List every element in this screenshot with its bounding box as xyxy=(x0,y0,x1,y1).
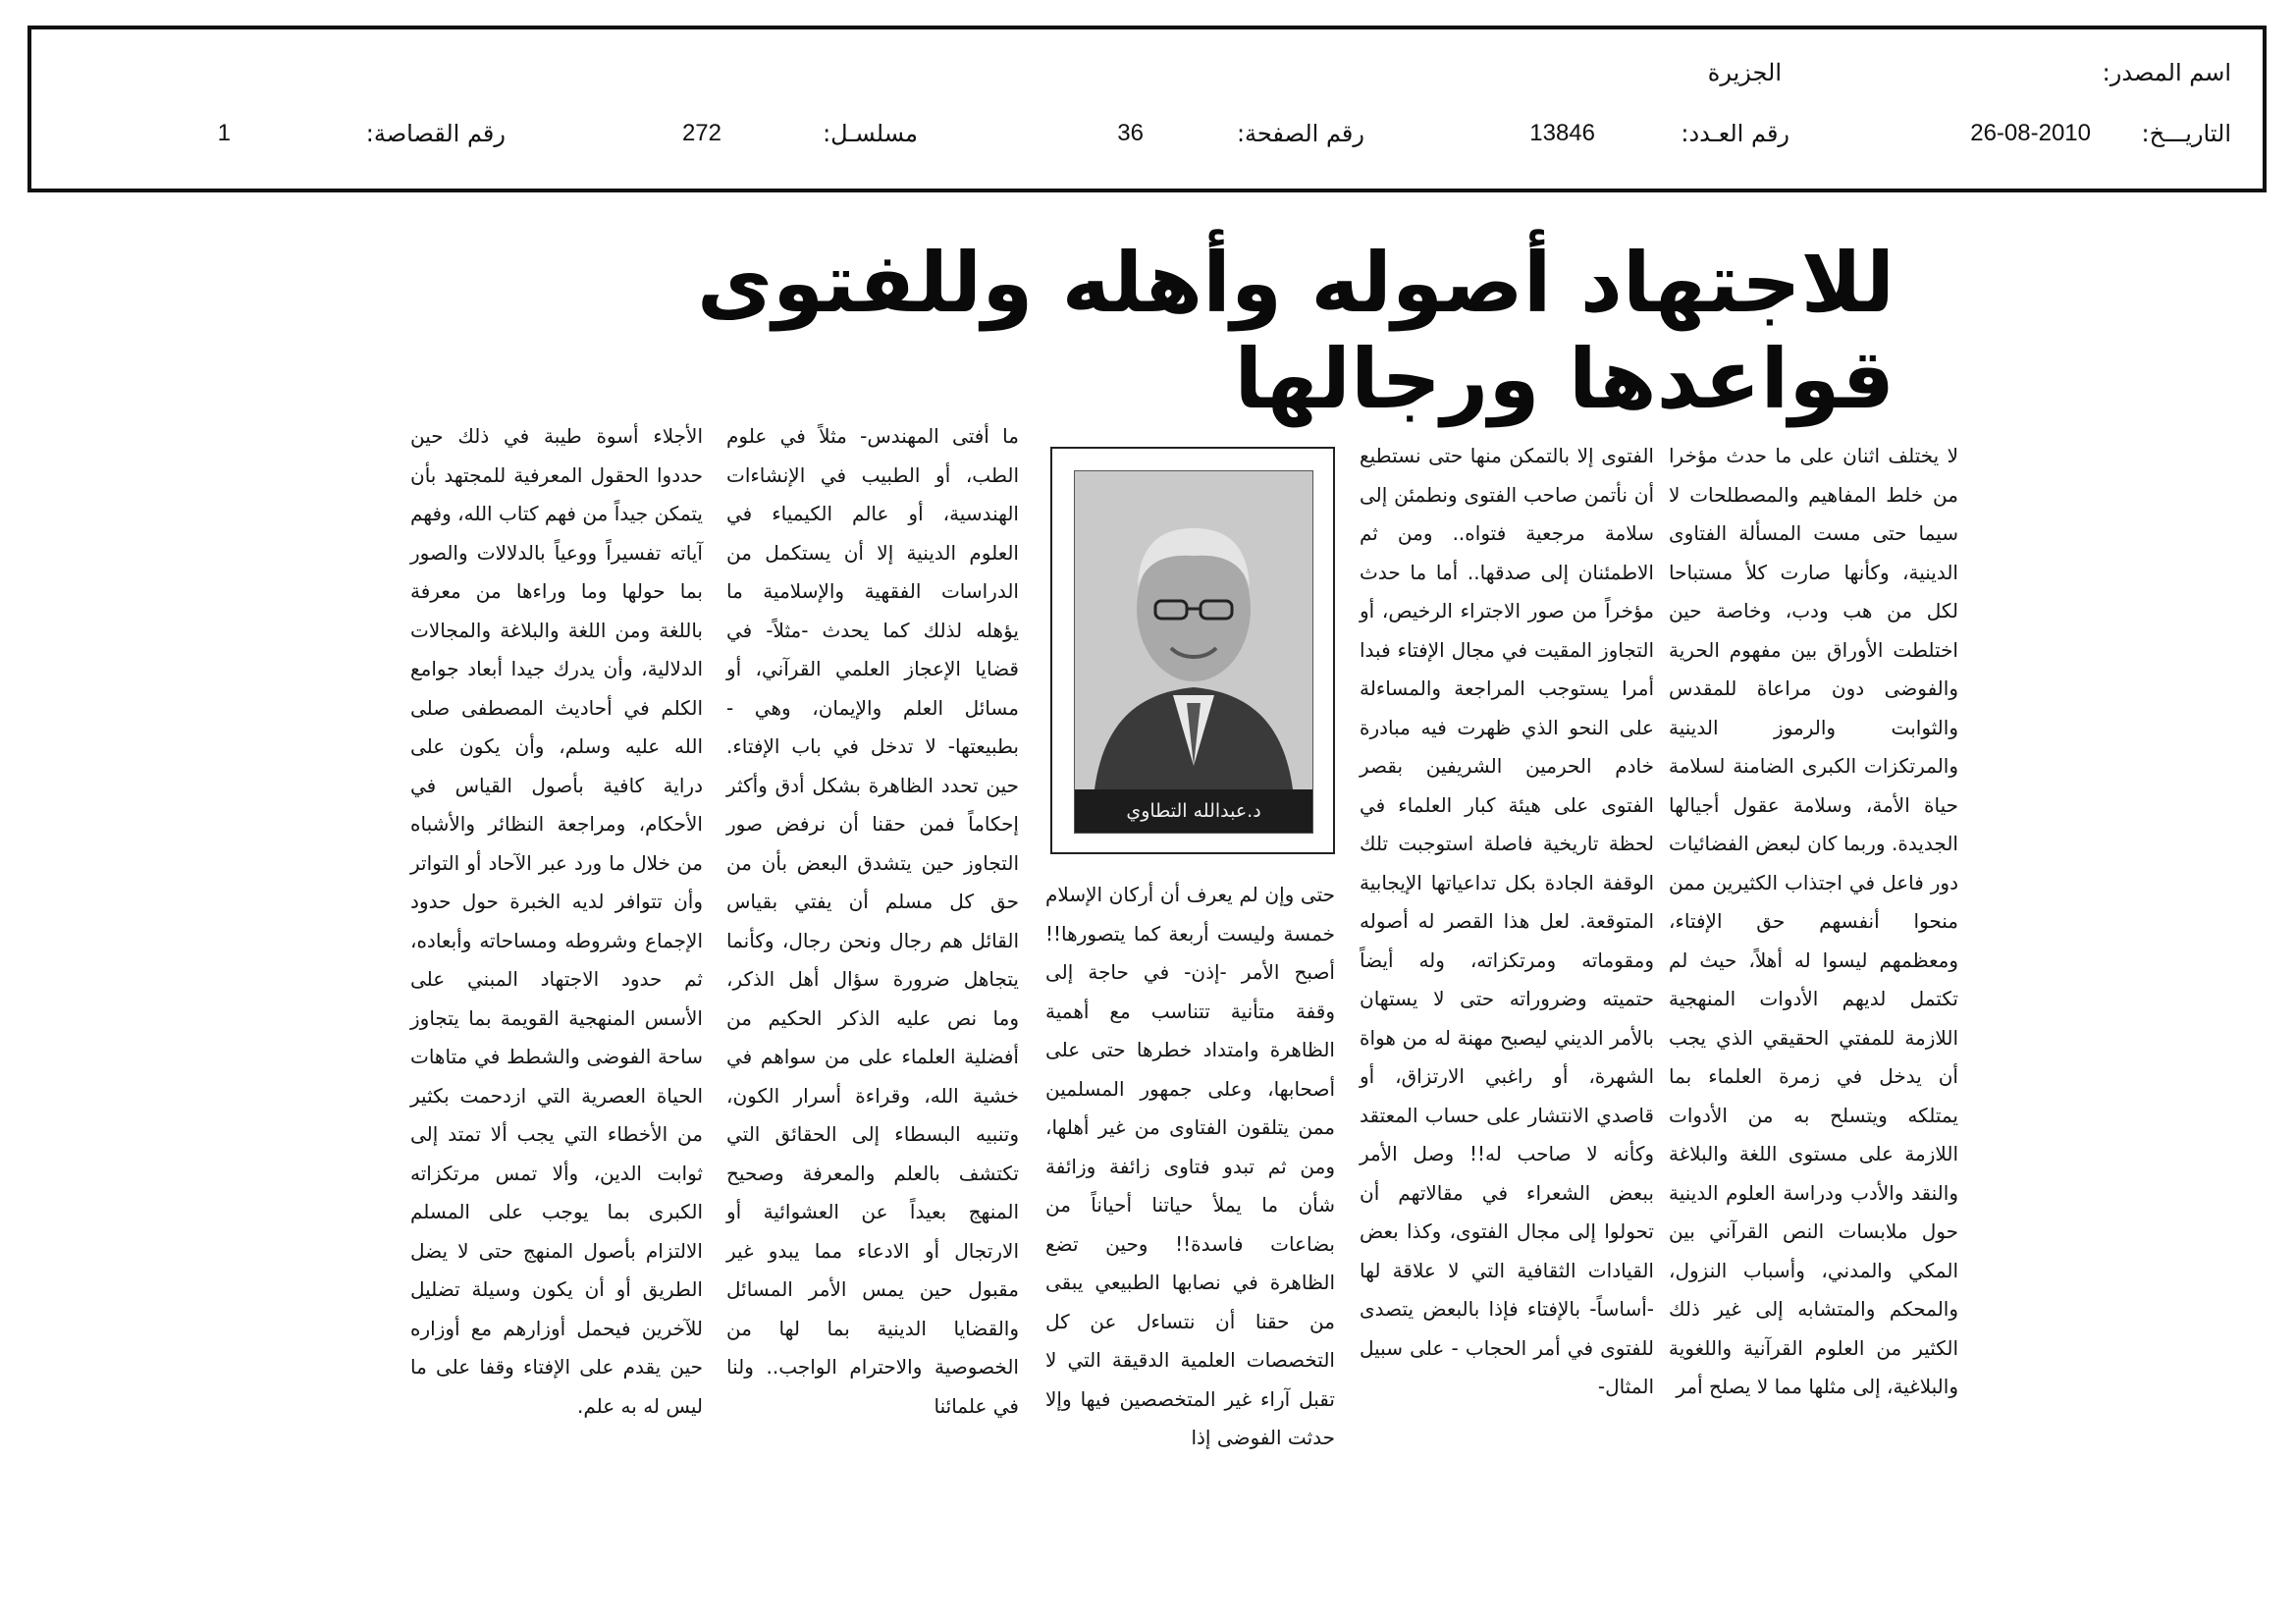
issue-value: 13846 xyxy=(1529,120,1595,146)
source-label: اسم المصدر: xyxy=(2102,59,2231,86)
author-caption: د.عبدالله التطاوي xyxy=(1075,789,1312,833)
column-3-text: حتى وإن لم يعرف أن أركان الإسلام خمسة وليست أربعة كما يتصورها!! أصبح الأمر -إذن- في حاجة إلى وقفة متأنية تتناسب مع أهمية الظاهرة وامتداد خطرها حتى على أصحابها، وعلى جمهور المسلمين ممن يتلقون الفتاوى من غير أهلها، ومن ثم تبدو فتاوى زائفة وزائفة شأن ما يملأ حياتنا أحياناً من بضاعات فاسدة!! وحين تضع الظاهرة في نصابها الطبيعي يبقى من حقنا أن نتساءل عن كل التخصصات العلمية الدقيقة التي لا تقبل آراء غير المتخصصين فيها وإلا حدثت الفوضى إذا xyxy=(1045,883,1335,1449)
article-column-2 xyxy=(1360,437,1654,1596)
column-2-text: الفتوى إلا بالتمكن منها حتى نستطيع أن نأتمن صاحب الفتوى ونطمئن إلى سلامة مرجعية فتواه.. ومن ثم الاطمئنان إلى صدقها.. أما ما حدث مؤخراً من صور الاجتراء الرخيص، أو التجاوز المقيت في مجال الإفتاء فبدا أمرا يستوجب المراجعة والمساءلة على النحو الذي ظهرت فيه مبادرة خادم الحرمين الشريفين بقصر الفتوى على هيئة كبار العلماء في لحظة تاريخية فاصلة استوجبت تلك الوقفة الجادة بكل تداعياتها الإيجابية المتوقعة. لعل هذا القصر له أصوله ومقوماته ومرتكزاته، وله أيضاً حتميته وضروراته حتى لا يستهان بالأمر الديني ليصبح مهنة له من هواة الشهرة، أو راغبي الارتزاق، أو قاصدي الانتشار على حساب المعتقد وكأنه لا صاحب له!! وصل الأمر ببعض الشعراء في مقالاتهم أن تحولوا إلى مجال الفتوى، وكذا بعض القيادات الثقافية التي لا علاقة لها -أساساً- بالإفتاء فإذا بالبعض يتصدى للفتوى في أمر الحجاب - على سبيل المثال- xyxy=(1360,444,1654,1398)
source-metadata-box xyxy=(27,26,2267,192)
article-column-1 xyxy=(1669,437,1958,1596)
date-label: التاريـــخ: xyxy=(2141,120,2231,147)
author-photo-frame xyxy=(1050,447,1335,854)
author-portrait-icon xyxy=(1075,471,1312,789)
author-photo xyxy=(1074,470,1313,834)
issue-label: رقم العـدد: xyxy=(1681,120,1789,147)
serial-label: مسلسـل: xyxy=(823,120,918,147)
clip-label: رقم القصاصة: xyxy=(365,120,506,147)
column-5-text: الأجلاء أسوة طيبة في ذلك حين حددوا الحقول المعرفية للمجتهد بأن يتمكن جيداً من فهم كتاب الله، وفهم آياته تفسيراً ووعياً بالدلالات والصور بما حولها وما وراءها من معرفة باللغة ومن اللغة والبلاغة والمجالات الدلالية، وأن يدرك جيدا أبعاد جوامع الكلم في أحاديث المصطفى صلى الله عليه وسلم، وأن يكون على دراية كافية بأصول القياس في الأحكام، ومراجعة النظائر والأشباه من خلال ما ورد عبر الآحاد أو التواتر وأن تتوافر لديه الخبرة حول حدود الإجماع وشروطه ومساحاته وأبعاده، ثم حدود الاجتهاد المبني على الأسس المنهجية القويمة بما يتجاوز ساحة الفوضى والشطط في متاهات الحياة العصرية التي ازدحمت بكثير من الأخطاء التي يجب ألا تمتد إلى ثوابت الدين، وألا تمس مرتكزاته الكبرى بما يوجب على المسلم الالتزام بأصول المنهج حتى لا يضل الطريق أو أن يكون وسيلة تضليل للآخرين فيحمل أوزارهم مع أوزاره حين يقدم على الإفتاء وقفا على ما ليس له به علم. xyxy=(410,424,703,1418)
serial-value: 272 xyxy=(681,120,721,146)
column-4-text: ما أفتى المهندس- مثلاً في علوم الطب، أو الطبيب في الإنشاءات الهندسية، أو عالم الكيمياء في العلوم الدينية إلا أن يستكمل من الدراسات الفقهية والإسلامية ما يؤهله لذلك كما يحدث -مثلاً- في قضايا الإعجاز العلمي القرآني، أو مسائل العلم والإيمان، وهي - بطبيعتها- لا تدخل في باب الإفتاء. حين تحدد الظاهرة بشكل أدق وأكثر إحكاماً فمن حقنا أن نرفض صور التجاوز حين يتشدق البعض بأن من حق كل مسلم أن يفتي بقياس القائل هم رجال ونحن رجال، وكأنما يتجاهل ضرورة سؤال أهل الذكر، وما نص عليه الذكر الحكيم من أفضلية العلماء على من سواهم في خشية الله، وقراءة أسرار الكون، وتنبيه البسطاء إلى الحقائق التي تكتشف بالعلم والمعرفة وصحيح المنهج بعيداً عن العشوائية أو الارتجال أو الادعاء مما يبدو غير مقبول حين يمس الأمر المسائل والقضايا الدينية بما لها من الخصوصية والاحترام الواجب.. ولنا في علمائنا xyxy=(726,424,1019,1418)
article-column-4 xyxy=(726,417,1019,1596)
page-label: رقم الصفحة: xyxy=(1236,120,1364,147)
source-value: الجزيرة xyxy=(1707,60,1782,86)
article-headline: للاجتهاد أصوله وأهله وللفتوى قواعدها ورجالها xyxy=(696,235,1895,427)
article-column-5 xyxy=(410,417,703,1596)
date-value: 26-08-2010 xyxy=(1970,120,2091,146)
clip-value: 1 xyxy=(217,120,231,146)
page-value: 36 xyxy=(1117,120,1144,146)
article-column-3 xyxy=(1045,876,1335,1597)
column-1-text: لا يختلف اثنان على ما حدث مؤخرا من خلط المفاهيم والمصطلحات لا سيما حتى مست المسألة الفتاوى الدينية، وكأنها صارت كلأ مستباحا لكل من هب ودب، وخاصة حين اختلطت الأوراق بين مفهوم الحرية والفوضى دون مراعاة للمقدس والثوابت والرموز الدينية والمرتكزات الكبرى الضامنة لسلامة حياة الأمة، وسلامة عقول أجيالها الجديدة. وربما كان لبعض الفضائيات دور فاعل في اجتذاب الكثيرين ممن منحوا أنفسهم حق الإفتاء، ومعظمهم ليسوا له أهلاً، حيث لم تكتمل لديهم الأدوات المنهجية اللازمة للمفتي الحقيقي الذي يجب أن يدخل في زمرة العلماء بما يمتلكه ويتسلح به من الأدوات اللازمة على مستوى اللغة والبلاغة والنقد والأدب ودراسة العلوم الدينية حول ملابسات النص القرآني بين المكي والمدني، وأسباب النزول، والمحكم والمتشابه إلى غير ذلك الكثير من العلوم القرآنية واللغوية والبلاغية، إلى مثلها مما لا يصلح أمر xyxy=(1669,444,1958,1398)
